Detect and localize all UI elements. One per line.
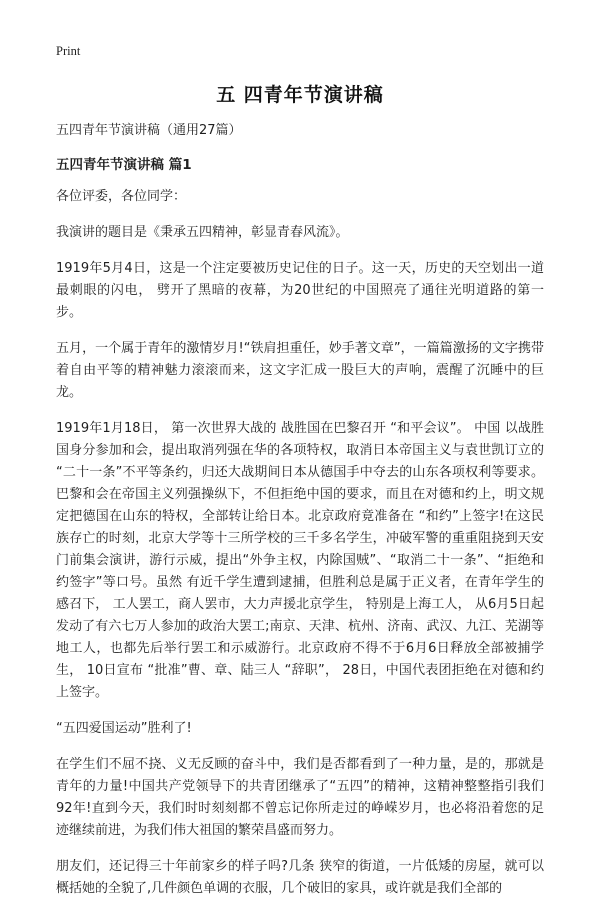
- document-title: 五 四青年节演讲稿: [216, 84, 384, 106]
- paragraph: 1919年1月18日， 第一次世界大战的 战胜国在巴黎召开 “和平会议”。 中国 以战胜国身分参加和会，提出取消列强在华的各项特权，取消日本帝国主义与袁世凯订立的 “二十一条”不平等条约，归还大战期间日本从德国手中夺去的山东各项权利等要求。巴黎和会在帝国主义列强操纵下，不但拒绝中国的要求，而且在对德和约上，明文规定把德国在山东的特权，全部转让给日本。北京政府竟准备在 “和约”上签字!在这民族存亡的时刻，北京大学等十三所学校的三千多名学生，冲破军警的重重阻挠到天安门前集会演讲，游行示威，提出“外争主权，内除国贼”、“取消二十一条”、“拒绝和约签字”等口号。虽然 有近千学生遭到逮捕，但胜利总是属于正义者，在青年学生的感召下， 工人罢工，商人罢市，大力声援北京学生， 特别是上海工人， 从6月5日起发动了有六七万人参加的政治大罢工;南京、天津、杭州、济南、武汉、九江、芜湖等地工人，也都先后举行罢工和示威游行。北京政府不得不于6月6日释放全部被捕学生， 10日宣布 “批准”曹、章、陆三人 “辞职”， 28日，中国代表团拒绝在对德和约上签字。: [56, 421, 544, 700]
- document-subtitle: 五四青年节演讲稿（通用27篇）: [56, 123, 242, 138]
- paragraph: 1919年5月4日，这是一个注定要被历史记住的日子。这一天，历史的天空划出一道最刺眼的闪电， 劈开了黑暗的夜幕，为20世纪的中国照亮了通往光明道路的第一步。: [56, 261, 544, 320]
- document-body: [56, 120, 544, 914]
- paragraph: “五四爱国运动”胜利了!: [56, 721, 192, 736]
- paragraph-topic: 我演讲的题目是《秉承五四精神，彰显青春风流》。: [56, 225, 349, 240]
- print-label[interactable]: Print: [56, 44, 81, 58]
- section-heading: 五四青年节演讲稿 篇1: [56, 157, 192, 173]
- paragraph: 在学生们不屈不挠、义无反顾的奋斗中，我们是否都看到了一种力量，是的，那就是青年的力量!中国共产党领导下的共青团继承了“五四”的精神，这精神整整指引我们92年!直到今天，我们时时刻刻都不曾忘记你所走过的峥嵘岁月，也必将沿着您的足迹继续前进，为我们伟大祖国的繁荣昌盛而努力。: [56, 757, 544, 838]
- paragraph: 朋友们，还记得三十年前家乡的样子吗?几条 狭窄的街道，一片低矮的房屋，就可以概括她的全貌了,几件颜色单调的衣服，几个破旧的家具，或许就是我们全部的: [56, 859, 544, 896]
- paragraph: 五月，一个属于青年的激情岁月!“铁肩担重任，妙手著文章”，一篇篇激扬的文字携带着自由平等的精神魅力滚滚而来，这文字汇成一股巨大的声响，震醒了沉睡中的巨龙。: [56, 341, 544, 400]
- paragraph-greeting: 各位评委，各位同学：: [56, 189, 187, 204]
